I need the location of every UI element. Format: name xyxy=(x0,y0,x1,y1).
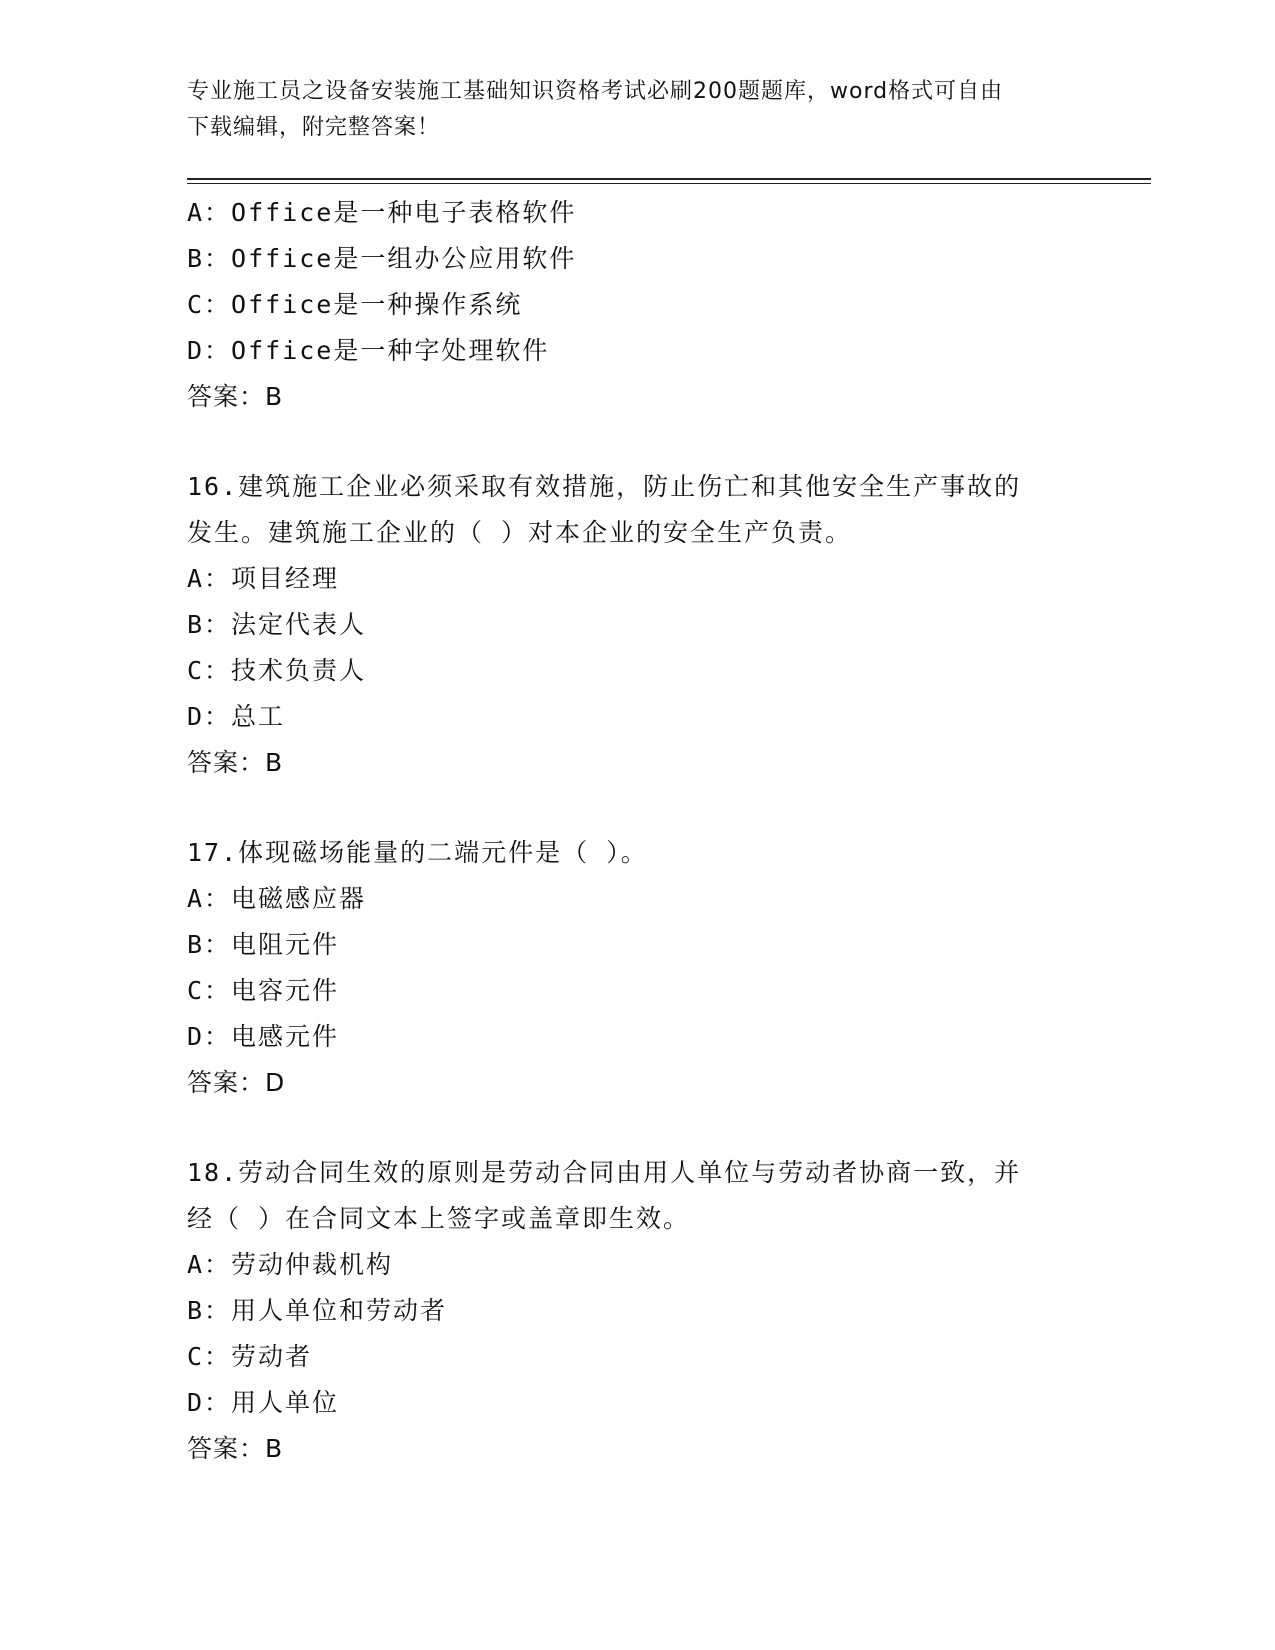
header-title-line-2: 下载编辑，附完整答案！ xyxy=(187,115,441,140)
option-d: D：总工 xyxy=(187,702,286,731)
answer-line: 答案：B xyxy=(187,748,284,777)
question-15 xyxy=(187,190,1087,420)
question-text-line-1: 16.建筑施工企业必须采取有效措施，防止伤亡和其他安全生产事故的 xyxy=(187,472,1022,501)
option-d: D：Office是一种字处理软件 xyxy=(187,336,550,365)
question-text-line-1: 17.体现磁场能量的二端元件是（ ）。 xyxy=(187,838,648,867)
option-b: B：Office是一组办公应用软件 xyxy=(187,244,577,273)
option-c: C：Office是一种操作系统 xyxy=(187,290,523,319)
option-c: C：劳动者 xyxy=(187,1342,313,1371)
question-16 xyxy=(187,464,1087,786)
question-text-line-2: 经（ ）在合同文本上签字或盖章即生效。 xyxy=(187,1204,691,1233)
answer-line: 答案：D xyxy=(187,1068,286,1097)
question-18 xyxy=(187,1150,1087,1472)
question-list xyxy=(187,190,1087,1472)
question-text xyxy=(187,1150,1087,1242)
question-text-line-2: 发生。建筑施工企业的（ ）对本企业的安全生产负责。 xyxy=(187,518,853,547)
option-b: B：用人单位和劳动者 xyxy=(187,1296,448,1325)
header-divider-thick xyxy=(187,178,1151,180)
question-17 xyxy=(187,830,1087,1106)
option-a: A：Office是一种电子表格软件 xyxy=(187,198,577,227)
option-b: B：法定代表人 xyxy=(187,610,367,639)
option-c: C：技术负责人 xyxy=(187,656,367,685)
answer-line: 答案：B xyxy=(187,382,284,411)
option-d: D：电感元件 xyxy=(187,1022,340,1051)
header-divider-thin xyxy=(187,183,1151,184)
question-text xyxy=(187,830,1087,876)
document-header xyxy=(187,74,1087,146)
question-text-line-1: 18.劳动合同生效的原则是劳动合同由用人单位与劳动者协商一致，并 xyxy=(187,1158,1022,1187)
question-text xyxy=(187,464,1087,556)
header-title-line-1: 专业施工员之设备安装施工基础知识资格考试必刷200题题库，word格式可自由 xyxy=(187,79,1004,104)
option-b: B：电阻元件 xyxy=(187,930,340,959)
answer-line: 答案：B xyxy=(187,1434,284,1463)
option-d: D：用人单位 xyxy=(187,1388,340,1417)
option-c: C：电容元件 xyxy=(187,976,340,1005)
option-a: A：劳动仲裁机构 xyxy=(187,1250,394,1279)
option-a: A：项目经理 xyxy=(187,564,340,593)
option-a: A：电磁感应器 xyxy=(187,884,367,913)
